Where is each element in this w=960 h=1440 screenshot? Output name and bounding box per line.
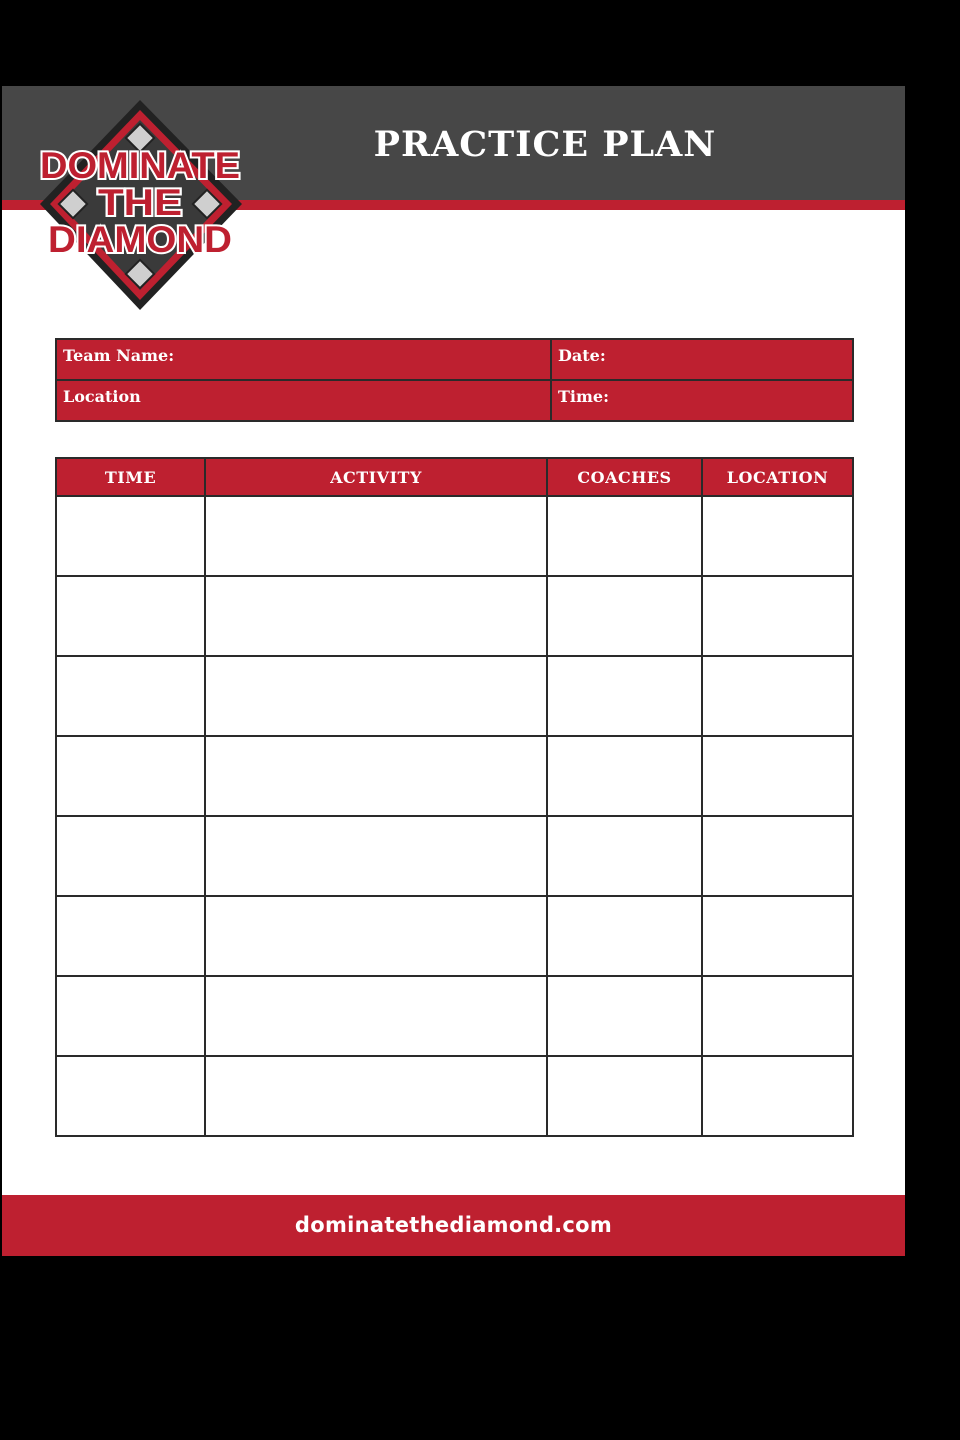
cell-coaches[interactable] — [547, 1056, 702, 1136]
cell-coaches[interactable] — [547, 736, 702, 816]
location-field[interactable]: Location — [56, 380, 551, 421]
table-header-row — [56, 458, 853, 496]
logo-text-line3: DIAMOND — [48, 219, 232, 260]
cell-location[interactable] — [702, 1056, 853, 1136]
cell-location[interactable] — [702, 816, 853, 896]
cell-activity[interactable] — [205, 656, 547, 736]
logo-text-line2: THE — [98, 182, 182, 223]
column-header-activity: ACTIVITY — [205, 458, 547, 496]
practice-schedule-table — [55, 457, 854, 1137]
team-info-table — [55, 338, 854, 422]
cell-activity[interactable] — [205, 976, 547, 1056]
practice-plan-sheet — [2, 86, 905, 1256]
cell-time[interactable] — [56, 816, 205, 896]
column-header-time: TIME — [56, 458, 205, 496]
column-header-location: LOCATION — [702, 458, 853, 496]
table-row — [56, 1056, 853, 1136]
cell-coaches[interactable] — [547, 576, 702, 656]
logo-text-line1: DOMINATE — [40, 145, 241, 186]
cell-activity[interactable] — [205, 496, 547, 576]
table-row — [56, 736, 853, 816]
cell-activity[interactable] — [205, 576, 547, 656]
cell-location[interactable] — [702, 976, 853, 1056]
cell-time[interactable] — [56, 976, 205, 1056]
cell-coaches[interactable] — [547, 816, 702, 896]
team-name-field[interactable]: Team Name: — [56, 339, 551, 380]
table-body — [56, 496, 853, 1136]
cell-activity[interactable] — [205, 1056, 547, 1136]
cell-time[interactable] — [56, 496, 205, 576]
cell-coaches[interactable] — [547, 896, 702, 976]
time-field[interactable]: Time: — [551, 380, 853, 421]
table-row — [56, 496, 853, 576]
table-row — [56, 816, 853, 896]
table-row — [56, 976, 853, 1056]
cell-location[interactable] — [702, 656, 853, 736]
cell-activity[interactable] — [205, 736, 547, 816]
cell-time[interactable] — [56, 576, 205, 656]
cell-time[interactable] — [56, 896, 205, 976]
cell-activity[interactable] — [205, 896, 547, 976]
cell-location[interactable] — [702, 736, 853, 816]
table-row — [56, 656, 853, 736]
cell-time[interactable] — [56, 656, 205, 736]
cell-location[interactable] — [702, 496, 853, 576]
cell-coaches[interactable] — [547, 976, 702, 1056]
website-link[interactable]: dominatethediamond.com — [294, 1213, 613, 1237]
cell-coaches[interactable] — [547, 656, 702, 736]
page-title: PRACTICE PLAN — [373, 124, 717, 165]
cell-activity[interactable] — [205, 816, 547, 896]
cell-time[interactable] — [56, 1056, 205, 1136]
table-row — [56, 576, 853, 656]
column-header-coaches: COACHES — [547, 458, 702, 496]
cell-coaches[interactable] — [547, 496, 702, 576]
cell-location[interactable] — [702, 576, 853, 656]
table-row — [56, 896, 853, 976]
cell-time[interactable] — [56, 736, 205, 816]
cell-location[interactable] — [702, 896, 853, 976]
dominate-the-diamond-logo — [36, 98, 246, 312]
date-field[interactable]: Date: — [551, 339, 853, 380]
footer-band — [2, 1195, 905, 1256]
